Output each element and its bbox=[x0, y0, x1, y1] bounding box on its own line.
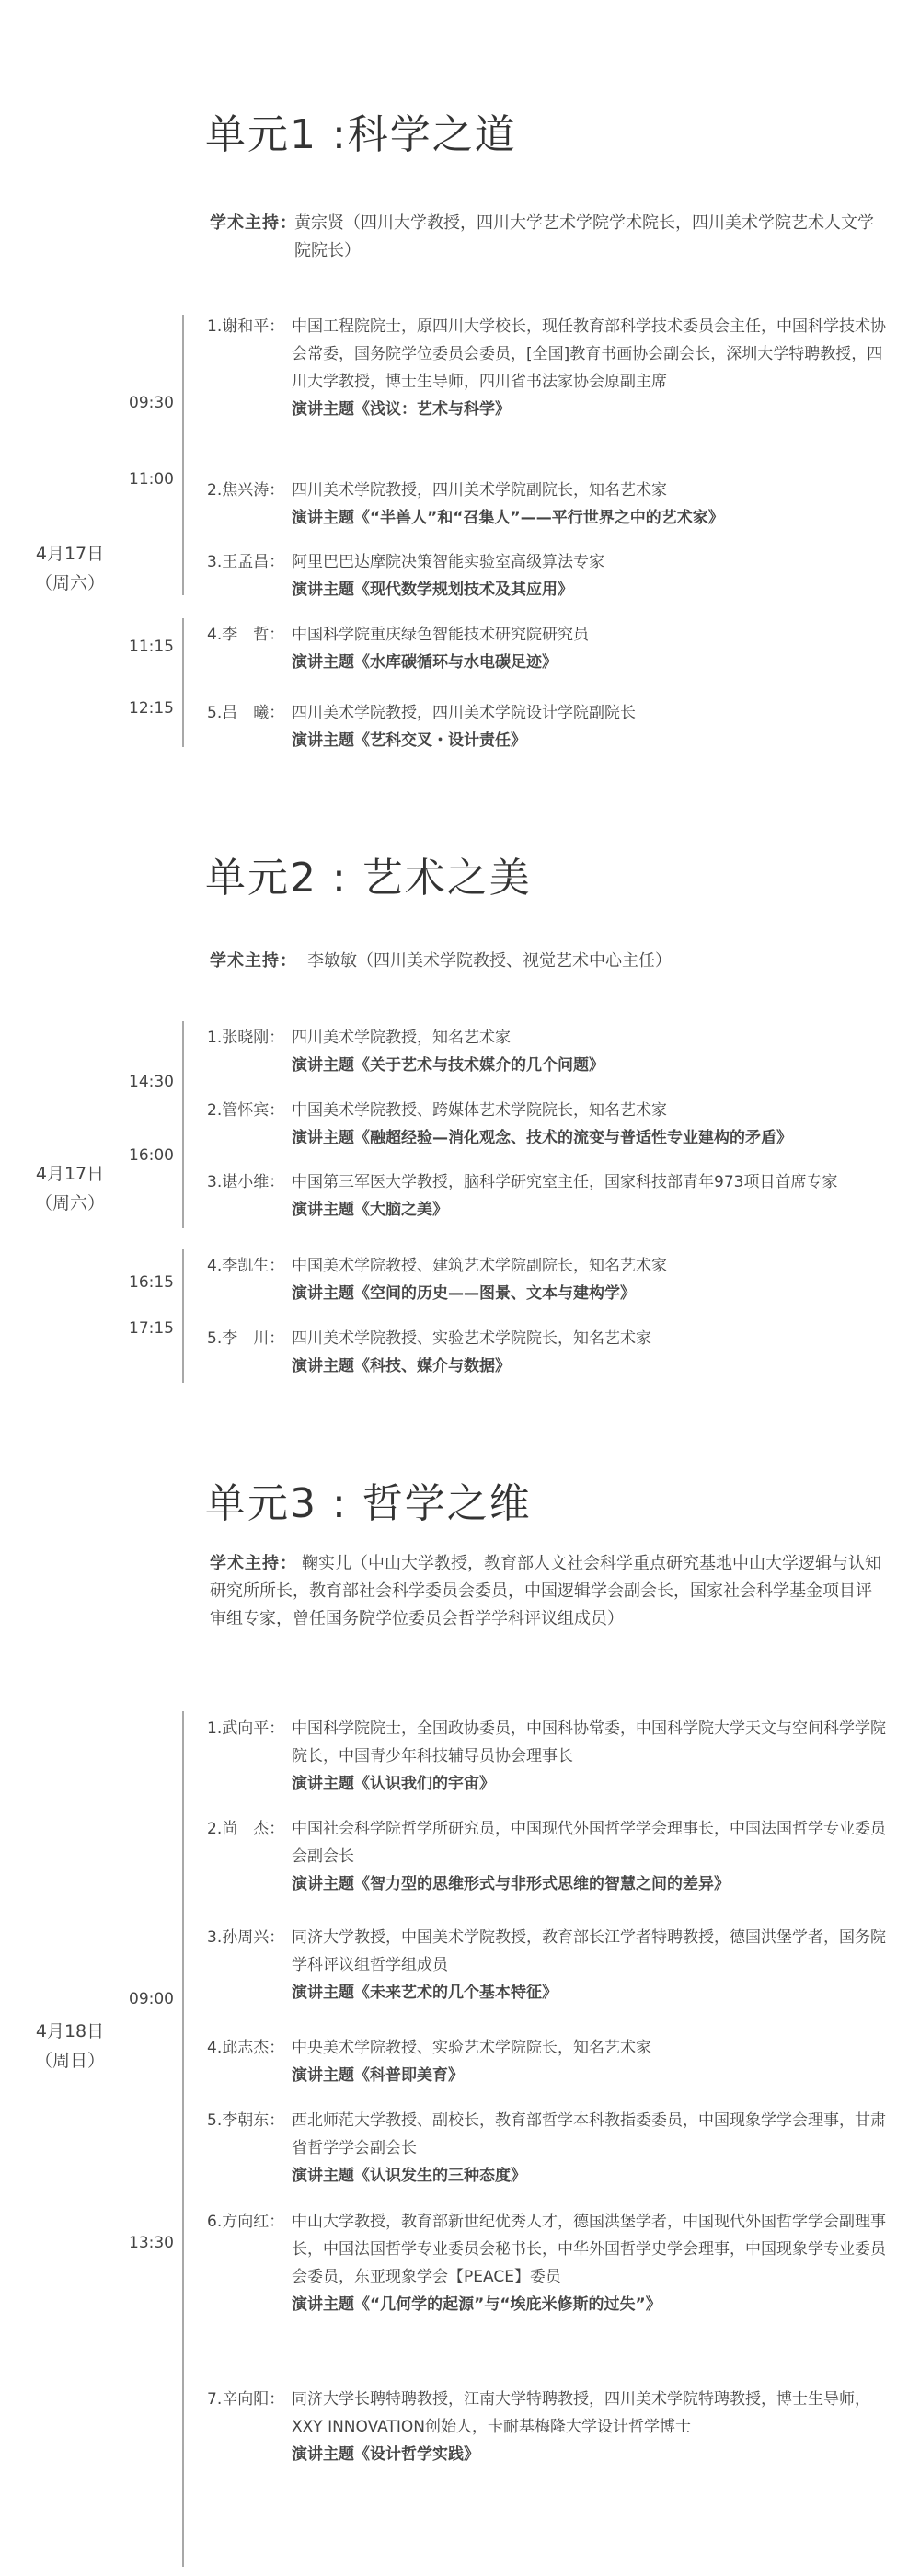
host-desc: 黄宗贤（四川大学教授，四川大学艺术学院学术院长，四川美术学院艺术人文学院院长） bbox=[294, 213, 874, 260]
speaker-talk: 演讲主题《智力型的思维形式与非形式思维的智慧之间的差异》 bbox=[292, 1875, 730, 1893]
speaker-desc: 中国科学院重庆绿色智能技术研究院研究员 bbox=[292, 626, 589, 644]
host-label: 学术主持： bbox=[210, 213, 297, 233]
speaker-talk: 演讲主题《浅议：艺术与科学》 bbox=[292, 400, 511, 419]
speaker-desc: 阿里巴巴达摩院决策智能实验室高级算法专家 bbox=[292, 553, 604, 571]
speaker-entry bbox=[207, 1252, 897, 1307]
speaker-desc: 同济大学教授，中国美术学院教授，教育部长江学者特聘教授，德国洪堡学者，国务院学科评议组哲学组成员 bbox=[292, 1928, 886, 1974]
date-day: 4月17日 bbox=[35, 1164, 105, 1184]
speaker-body bbox=[207, 1325, 897, 1380]
speaker-desc: 中央美术学院教授、实验艺术学院院长，知名艺术家 bbox=[292, 2039, 651, 2057]
time-label: 11:00 bbox=[129, 470, 174, 489]
speaker-talk: 演讲主题《水库碳循环与水电碳足迹》 bbox=[292, 653, 558, 672]
speaker-entry bbox=[207, 1168, 897, 1224]
time-label: 09:00 bbox=[129, 1990, 174, 2008]
speaker-entry bbox=[207, 2107, 897, 2190]
speaker-body bbox=[207, 1024, 897, 1079]
speaker-body bbox=[207, 548, 897, 604]
speaker-talk: 演讲主题《认识发生的三种态度》 bbox=[292, 2167, 526, 2185]
time-label: 13:30 bbox=[129, 2234, 174, 2252]
unit-2-host bbox=[210, 948, 881, 975]
speaker-entry bbox=[207, 477, 897, 532]
speaker-talk: 演讲主题《科技、媒介与数据》 bbox=[292, 1357, 511, 1375]
speaker-entry bbox=[207, 2386, 897, 2468]
timeline-line bbox=[182, 1249, 184, 1383]
speaker-talk: 演讲主题《科普即美育》 bbox=[292, 2066, 464, 2085]
speaker-desc: 中国美术学院教授、跨媒体艺术学院院长，知名艺术家 bbox=[292, 1101, 667, 1120]
speaker-desc: 四川美术学院教授、实验艺术学院院长，知名艺术家 bbox=[292, 1329, 651, 1348]
speaker-talk: 演讲主题《认识我们的宇宙》 bbox=[292, 1775, 495, 1793]
speaker-talk: 演讲主题《空间的历史——图景、文本与建构学》 bbox=[292, 1284, 636, 1303]
speaker-body bbox=[207, 1715, 897, 1798]
speaker-desc: 中山大学教授，教育部新世纪优秀人才，德国洪堡学者，中国现代外国哲学学会副理事长，中国法国哲学专业委员会秘书长，中华外国哲学史学会理事，中国现象学专业委员会委员，东亚现象学会【PEACE】委员 bbox=[292, 2213, 886, 2286]
speaker-name: 4.李 哲： bbox=[207, 626, 285, 644]
speaker-name: 1.张晓刚： bbox=[207, 1029, 285, 1047]
speaker-desc: 四川美术学院教授，四川美术学院副院长，知名艺术家 bbox=[292, 481, 667, 500]
speaker-body bbox=[207, 699, 897, 754]
speaker-body bbox=[207, 2386, 897, 2468]
speaker-name: 7.辛向阳： bbox=[207, 2390, 285, 2409]
date-day: 4月17日 bbox=[35, 544, 105, 564]
speaker-entry bbox=[207, 621, 897, 676]
unit-2-date bbox=[33, 1159, 107, 1218]
time-label: 12:15 bbox=[129, 699, 174, 718]
speaker-entry bbox=[207, 1715, 897, 1798]
time-label: 14:30 bbox=[129, 1073, 174, 1091]
speaker-talk: 演讲主题《现代数学规划技术及其应用》 bbox=[292, 581, 573, 599]
speaker-name: 5.李朝东： bbox=[207, 2111, 285, 2130]
speaker-talk: 演讲主题《大脑之美》 bbox=[292, 1201, 448, 1219]
date-weekday: （周日） bbox=[34, 2051, 105, 2071]
time-label: 11:15 bbox=[129, 638, 174, 656]
speaker-talk: 演讲主题《融超经验—消化观念、技术的流变与普适性专业建构的矛盾》 bbox=[292, 1129, 792, 1147]
speaker-entry bbox=[207, 313, 897, 423]
speaker-desc: 中国社会科学院哲学所研究员，中国现代外国哲学学会理事长，中国法国哲学专业委员会副会长 bbox=[292, 1820, 886, 1866]
host-label: 学术主持： bbox=[210, 1554, 297, 1573]
host-desc: 鞠实儿（中山大学教授，教育部人文社会科学重点研究基地中山大学逻辑与认知研究所所长，教育部社会科学委员会委员，中国逻辑学会副会长，国家社会科学基金项目评审组专家，曾任国务院学位委员会哲学学科评议组成员） bbox=[210, 1554, 881, 1628]
date-day: 4月18日 bbox=[35, 2021, 105, 2041]
speaker-desc: 中国第三军医大学教授，脑科学研究室主任，国家科技部青年973项目首席专家 bbox=[292, 1173, 838, 1191]
timeline-line bbox=[182, 618, 184, 747]
speaker-name: 3.孙周兴： bbox=[207, 1928, 285, 1947]
speaker-name: 4.李凯生： bbox=[207, 1257, 285, 1275]
timeline-line bbox=[182, 315, 184, 595]
speaker-name: 4.邱志杰： bbox=[207, 2039, 285, 2057]
speaker-entry bbox=[207, 2034, 897, 2089]
speaker-desc: 西北师范大学教授、副校长，教育部哲学本科教指委委员，中国现象学学会理事，甘肃省哲学学会副会长 bbox=[292, 2111, 886, 2157]
unit-2-title: 单元2 : 艺术之美 bbox=[205, 855, 532, 902]
speaker-body bbox=[207, 1815, 897, 1898]
speaker-entry bbox=[207, 2208, 897, 2318]
speaker-name: 2.焦兴涛： bbox=[207, 481, 285, 500]
speaker-body bbox=[207, 1924, 897, 2007]
speaker-desc: 中国美术学院教授、建筑艺术学院副院长，知名艺术家 bbox=[292, 1257, 667, 1275]
speaker-talk: 演讲主题《设计哲学实践》 bbox=[292, 2445, 479, 2464]
timeline-line bbox=[182, 1711, 184, 2567]
speaker-entry bbox=[207, 1097, 897, 1152]
speaker-name: 5.吕 曦： bbox=[207, 704, 285, 722]
speaker-desc: 中国科学院院士，全国政协委员，中国科协常委，中国科学院大学天文与空间科学学院院长，中国青少年科技辅导员协会理事长 bbox=[292, 1719, 886, 1765]
speaker-entry bbox=[207, 1024, 897, 1079]
time-label: 09:30 bbox=[129, 394, 174, 412]
speaker-body bbox=[207, 2034, 897, 2089]
speaker-entry bbox=[207, 699, 897, 754]
speaker-name: 3.王孟昌： bbox=[207, 553, 285, 571]
speaker-body bbox=[207, 313, 897, 423]
speaker-name: 6.方向红： bbox=[207, 2213, 285, 2231]
speaker-body bbox=[207, 1168, 897, 1224]
time-label: 16:00 bbox=[129, 1146, 174, 1165]
speaker-desc: 四川美术学院教授，四川美术学院设计学院副院长 bbox=[292, 704, 636, 722]
speaker-body bbox=[207, 1097, 897, 1152]
speaker-name: 1.谢和平： bbox=[207, 317, 285, 336]
speaker-talk: 演讲主题《艺科交叉・设计责任》 bbox=[292, 731, 526, 750]
speaker-talk: 演讲主题《未来艺术的几个基本特征》 bbox=[292, 1984, 558, 2002]
speaker-talk: 演讲主题《“半兽人”和“召集人”——平行世界之中的艺术家》 bbox=[292, 509, 724, 527]
timeline-line bbox=[182, 1021, 184, 1228]
speaker-entry bbox=[207, 1815, 897, 1898]
unit-1-title: 单元1 :科学之道 bbox=[205, 111, 517, 158]
speaker-desc: 四川美术学院教授，知名艺术家 bbox=[292, 1029, 511, 1047]
speaker-name: 2.管怀宾： bbox=[207, 1101, 285, 1120]
unit-1-host bbox=[210, 210, 881, 265]
speaker-body bbox=[207, 1252, 897, 1307]
time-label: 17:15 bbox=[129, 1319, 174, 1338]
speaker-name: 1.武向平： bbox=[207, 1719, 285, 1738]
speaker-entry bbox=[207, 1325, 897, 1380]
speaker-name: 5.李 川： bbox=[207, 1329, 285, 1348]
speaker-desc: 同济大学长聘特聘教授，江南大学特聘教授，四川美术学院特聘教授，博士生导师，XXY INNOVATION创始人，卡耐基梅隆大学设计哲学博士 bbox=[292, 2390, 870, 2436]
speaker-talk: 演讲主题《关于艺术与技术媒介的几个问题》 bbox=[292, 1056, 604, 1075]
speaker-body bbox=[207, 477, 897, 532]
speaker-name: 2.尚 杰： bbox=[207, 1820, 285, 1838]
host-desc: 李敏敏（四川美术学院教授、视觉艺术中心主任） bbox=[307, 951, 672, 971]
time-label: 16:15 bbox=[129, 1273, 174, 1292]
speaker-body bbox=[207, 2208, 897, 2318]
speaker-desc: 中国工程院院士，原四川大学校长，现任教育部科学技术委员会主任，中国科学技术协会常委，国务院学位委员会委员，[全国]教育书画协会副会长，深圳大学特聘教授，四川大学教授，博士生导师，四川省书法家协会原副主席 bbox=[292, 317, 886, 391]
speaker-body bbox=[207, 621, 897, 676]
speaker-entry bbox=[207, 548, 897, 604]
date-weekday: （周六） bbox=[34, 1193, 105, 1213]
unit-3-title: 单元3 : 哲学之维 bbox=[205, 1480, 532, 1527]
host-label: 学术主持： bbox=[210, 951, 297, 971]
speaker-entry bbox=[207, 1924, 897, 2007]
unit-3-date bbox=[33, 2017, 107, 2076]
unit-3-host bbox=[210, 1550, 881, 1633]
unit-1-date bbox=[33, 539, 107, 598]
date-weekday: （周六） bbox=[34, 573, 105, 593]
speaker-name: 3.谌小维： bbox=[207, 1173, 285, 1191]
speaker-body bbox=[207, 2107, 897, 2190]
speaker-talk: 演讲主题《“几何学的起源”与“埃庇米修斯的过失”》 bbox=[292, 2295, 661, 2314]
